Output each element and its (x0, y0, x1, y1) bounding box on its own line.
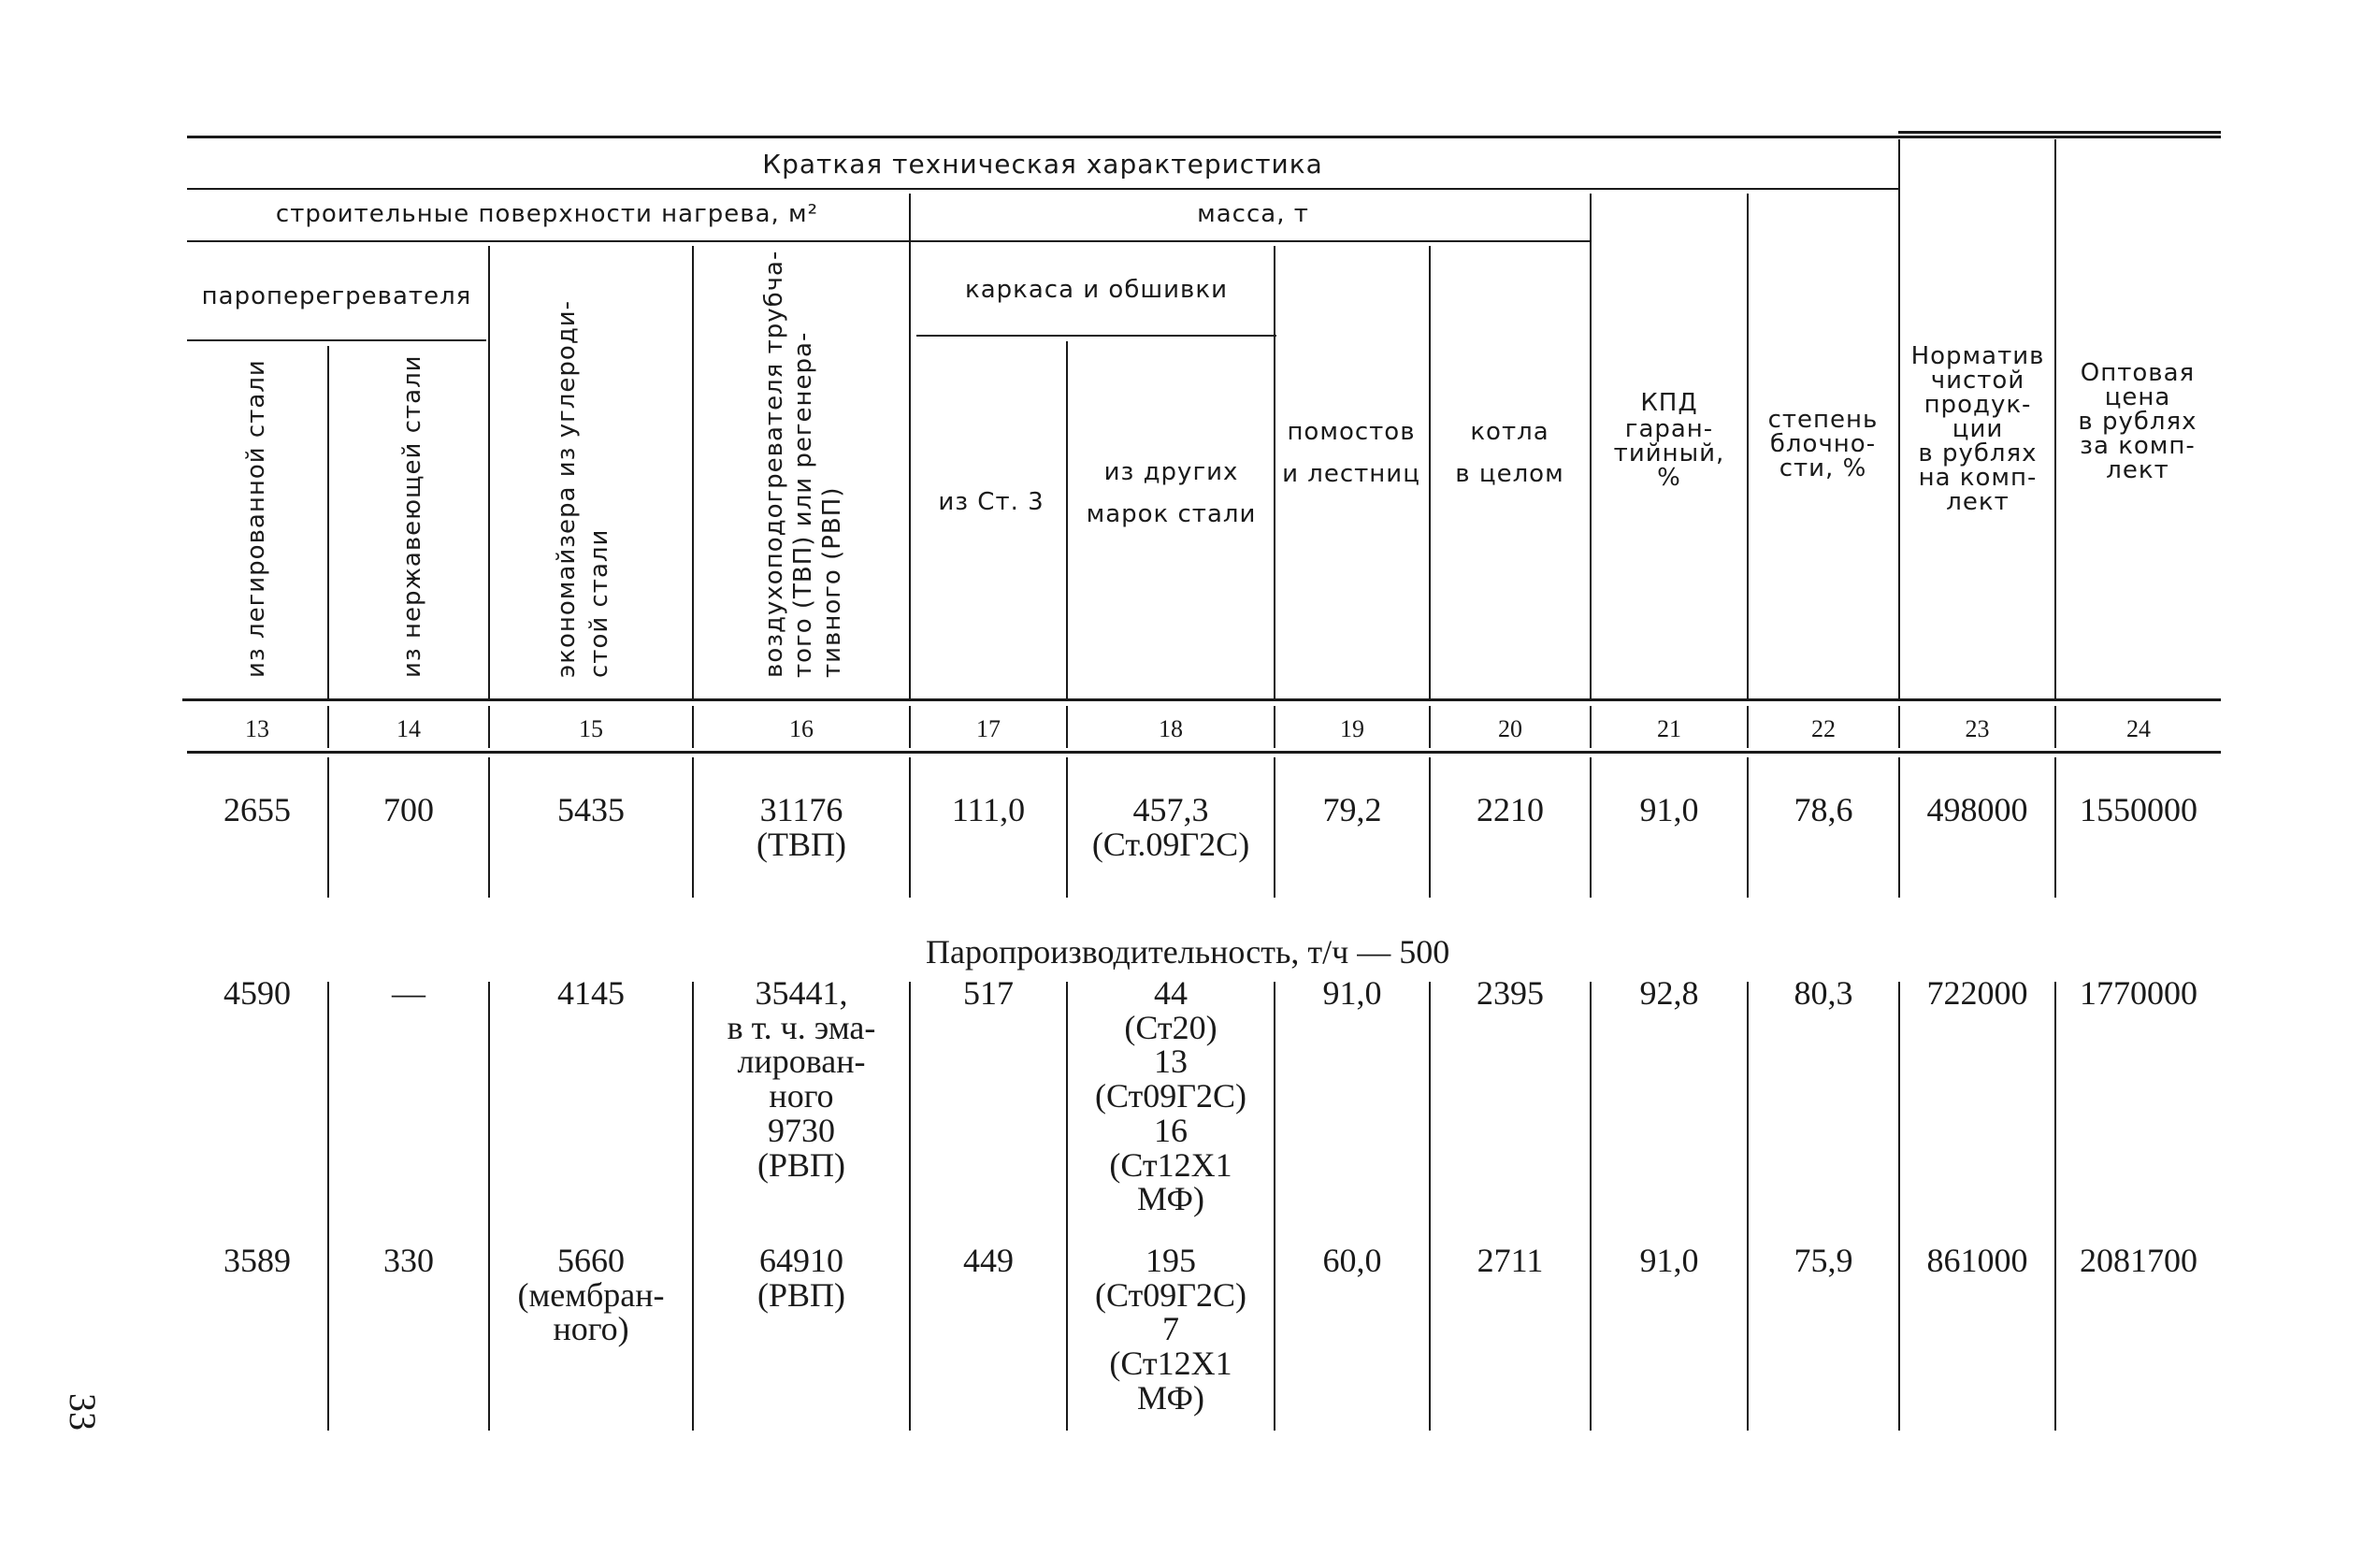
rule-under-numbers (187, 751, 2221, 754)
cell-line: 9730 (768, 1111, 835, 1149)
cell-line: 498000 (1926, 791, 2028, 828)
body-vrule (2054, 982, 2056, 1431)
table-cell-c16 (694, 1244, 909, 1312)
table-cell-c17 (911, 976, 1066, 1011)
header-col15-line2: стой стали (585, 528, 613, 678)
cell-line: 5435 (557, 791, 625, 828)
table-cell-c24 (2056, 976, 2221, 1011)
header-col22-line1: степень (1767, 405, 1879, 434)
cell-line: в т. ч. эма- (727, 1008, 876, 1046)
header-col24-line1: Оптовая (2080, 358, 2196, 387)
table-cell-c21 (1592, 1244, 1747, 1278)
cell-line: 700 (383, 791, 434, 828)
vrule-22 (1747, 194, 1749, 698)
vrule-23 (1898, 139, 1900, 698)
cell-line: 91,0 (1639, 791, 1699, 828)
cell-line: 75,9 (1794, 1242, 1853, 1279)
cell-line: 195 (1145, 1242, 1196, 1279)
header-col20-line1: котла (1470, 417, 1549, 446)
header-superheater: пароперегревателя (201, 281, 472, 310)
cell-line: 1770000 (2080, 974, 2197, 1012)
table-cell-c21 (1592, 793, 1747, 827)
cell-line: 7 (1162, 1310, 1179, 1348)
body-vrule (909, 757, 911, 898)
rule-under-title (187, 188, 1898, 190)
header-col16-line1: воздухоподогревателя трубча- (760, 250, 788, 678)
header-col20-line2: в целом (1455, 459, 1564, 488)
body-vrule (488, 757, 490, 898)
table-cell-c23 (1900, 1244, 2054, 1278)
cell-line: (Ст12Х1 (1109, 1145, 1232, 1184)
body-vrule (488, 982, 490, 1431)
vrule-num (692, 706, 694, 748)
cell-line: 92,8 (1639, 974, 1699, 1012)
page-number: 33 (62, 1393, 104, 1431)
table-cell-c24 (2056, 1244, 2221, 1278)
body-vrule (909, 982, 911, 1431)
vrule-num (1747, 706, 1749, 748)
vrule-16 (692, 246, 694, 698)
cell-line: (Ст.09Г2С) (1091, 825, 1250, 863)
body-vrule (2054, 757, 2056, 898)
body-vrule (327, 982, 329, 1431)
table-cell-c18 (1068, 976, 1274, 1216)
cell-line: (Ст12Х1 (1109, 1345, 1232, 1383)
cell-line: 3589 (223, 1242, 291, 1279)
cell-line: 457,3 (1132, 791, 1209, 828)
table-cell-c15 (490, 793, 692, 827)
cell-line: ного (769, 1077, 834, 1115)
table-cell-c23 (1900, 976, 2054, 1011)
cell-line: 64910 (759, 1242, 843, 1279)
body-vrule (1898, 982, 1900, 1431)
vrule-num (2054, 706, 2056, 748)
table-cell-c16 (694, 976, 909, 1182)
column-number: 16 (789, 715, 814, 742)
header-col15-line1: экономайзера из углероди- (553, 299, 581, 678)
column-number: 20 (1498, 715, 1522, 742)
header-col23-line1: Норматив (1910, 341, 2045, 370)
header-col24-line3: в рублях (2078, 407, 2197, 436)
cell-line: 60,0 (1322, 1242, 1382, 1279)
body-vrule (1274, 757, 1275, 898)
cell-line: 449 (963, 1242, 1014, 1279)
cell-line: 111,0 (951, 791, 1026, 828)
cell-line: 517 (963, 974, 1014, 1012)
table-cell-c23 (1900, 793, 2054, 827)
cell-line: 2210 (1477, 791, 1544, 828)
vrule-num (1429, 706, 1431, 748)
cell-line: (Ст20) (1124, 1008, 1218, 1046)
column-number: 24 (2126, 715, 2151, 742)
cell-line: 16 (1154, 1111, 1188, 1149)
table-cell-c13 (187, 793, 327, 827)
table-cell-c17 (911, 793, 1066, 827)
rule-under-frame (916, 335, 1276, 337)
vrule-18 (1066, 341, 1068, 698)
cell-line: 722000 (1926, 974, 2028, 1012)
cell-line: 13 (1154, 1043, 1188, 1081)
cell-line: 2395 (1477, 974, 1544, 1012)
header-col23-line5: в рублях (1918, 439, 2038, 468)
table-cell-c20 (1431, 976, 1590, 1011)
section-title: Паропроизводительность, т/ч — 500 (926, 933, 1450, 971)
cell-line: 44 (1154, 974, 1188, 1012)
body-vrule (1747, 757, 1749, 898)
body-vrule (1898, 757, 1900, 898)
table-cell-c14 (329, 1244, 488, 1278)
cell-line: 1550000 (2080, 791, 2197, 828)
header-col22-line3: сти, % (1779, 453, 1867, 482)
column-number: 13 (245, 715, 269, 742)
cell-line: МФ) (1137, 1378, 1204, 1417)
header-col16-line3: тивного (РВП) (818, 486, 846, 678)
vrule-num (327, 706, 329, 748)
header-col23-line3: продук- (1924, 390, 2032, 419)
cell-line: 2081700 (2080, 1242, 2197, 1279)
table-cell-c18 (1068, 793, 1274, 861)
column-number: 14 (396, 715, 421, 742)
table-cell-c15 (490, 976, 692, 1011)
table-cell-c13 (187, 976, 327, 1011)
cell-line: 91,0 (1322, 974, 1382, 1012)
header-col21-line2: гаран- (1624, 414, 1714, 443)
vrule-num (909, 706, 911, 748)
vrule-num (1066, 706, 1068, 748)
column-number: 22 (1811, 715, 1836, 742)
cell-line: (ТВП) (756, 825, 846, 863)
body-vrule (1590, 757, 1592, 898)
cell-line: 79,2 (1322, 791, 1382, 828)
body-vrule (1274, 982, 1275, 1431)
body-vrule (1429, 982, 1431, 1431)
cell-line: (РВП) (756, 1275, 845, 1314)
table-cell-c13 (187, 1244, 327, 1278)
rule-under-groups (187, 240, 1590, 242)
table-cell-c18 (1068, 1244, 1274, 1416)
header-col24-line2: цена (2104, 382, 2171, 411)
cell-line: МФ) (1137, 1180, 1204, 1218)
cell-line: 35441, (755, 974, 848, 1012)
header-top-title: Краткая техническая характеристика (762, 148, 1323, 180)
body-vrule (1747, 982, 1749, 1431)
table-cell-c19 (1275, 793, 1429, 827)
cell-line: 80,3 (1794, 974, 1853, 1012)
vrule-mass-start (909, 194, 911, 698)
header-col21-line4: % (1657, 463, 1681, 492)
header-col19-line1: помостов (1287, 417, 1416, 446)
cell-line: 330 (383, 1242, 434, 1279)
header-col24-line5: лект (2106, 455, 2169, 484)
vrule-num (488, 706, 490, 748)
table-cell-c22 (1749, 1244, 1898, 1278)
cell-line: лирован- (737, 1043, 866, 1081)
cell-line: 4590 (223, 974, 291, 1012)
table-cell-c17 (911, 1244, 1066, 1278)
cell-line: (Ст09Г2С) (1094, 1275, 1247, 1314)
header-col24-line4: за комп- (2080, 431, 2196, 460)
vrule-20 (1429, 246, 1431, 698)
header-col17: из Ст. 3 (938, 487, 1045, 516)
table-cell-c16 (694, 793, 909, 861)
header-col14: из нержавеющей стали (398, 354, 426, 678)
vrule-21 (1590, 194, 1592, 698)
cell-line: (РВП) (756, 1145, 845, 1184)
header-col18-line1: из других (1103, 457, 1239, 486)
cell-line: ного) (553, 1310, 629, 1348)
cell-line: 861000 (1926, 1242, 2028, 1279)
table-cell-c20 (1431, 1244, 1590, 1278)
table-cell-c19 (1275, 1244, 1429, 1278)
header-col21-line3: тийный, (1613, 439, 1725, 468)
cell-line: 2655 (223, 791, 291, 828)
vrule-15 (488, 246, 490, 698)
cell-line: 31176 (759, 791, 843, 828)
table-cell-c21 (1592, 976, 1747, 1011)
header-col21-line1: КПД (1640, 388, 1698, 417)
body-vrule (1429, 757, 1431, 898)
table-cell-c22 (1749, 793, 1898, 827)
table-cell-c19 (1275, 976, 1429, 1011)
column-number: 19 (1340, 715, 1364, 742)
header-col23-line7: лект (1946, 487, 2010, 516)
table-cell-c20 (1431, 793, 1590, 827)
cell-line: — (392, 974, 425, 1012)
vrule-num (1590, 706, 1592, 748)
header-col22-line2: блочно- (1769, 429, 1877, 458)
header-col23-line2: чистой (1930, 366, 2025, 395)
cell-line: (мембран- (517, 1275, 665, 1314)
header-frame: каркаса и обшивки (965, 275, 1228, 304)
rule-above-numbers (182, 698, 2221, 701)
header-col16-line2: того (ТВП) или регенера- (789, 331, 817, 678)
table-cell-c24 (2056, 793, 2221, 827)
table-cell-c15 (490, 1244, 692, 1346)
header-col23-line4: ции (1952, 414, 2004, 443)
vrule-num (1898, 706, 1900, 748)
body-vrule (327, 757, 329, 898)
cell-line: (Ст09Г2С) (1094, 1077, 1247, 1115)
header-col19-line2: и лестниц (1282, 459, 1420, 488)
header-col13: из легированной стали (242, 359, 270, 678)
top-rule-right (1898, 131, 2221, 134)
table-cell-c22 (1749, 976, 1898, 1011)
table-header (187, 136, 2221, 753)
vrule-num (1274, 706, 1275, 748)
column-number: 23 (1965, 715, 1990, 742)
column-number: 21 (1657, 715, 1681, 742)
header-group-mass: масса, т (1197, 199, 1309, 228)
body-vrule (1590, 982, 1592, 1431)
rule-under-superheater (187, 339, 486, 341)
cell-line: 5660 (557, 1242, 625, 1279)
vrule-14 (327, 346, 329, 698)
cell-line: 2711 (1477, 1242, 1544, 1279)
column-number: 15 (579, 715, 603, 742)
header-col23-line6: на комп- (1918, 463, 2038, 492)
header-col18-line2: марок стали (1086, 499, 1257, 528)
vrule-19 (1274, 246, 1275, 698)
table-cell-c14 (329, 793, 488, 827)
top-rule (187, 136, 2221, 138)
column-number: 18 (1159, 715, 1183, 742)
vrule-24 (2054, 139, 2056, 698)
cell-line: 4145 (557, 974, 625, 1012)
cell-line: 91,0 (1639, 1242, 1699, 1279)
column-number: 17 (976, 715, 1001, 742)
header-group-surfaces: строительные поверхности нагрева, м² (275, 199, 819, 228)
cell-line: 78,6 (1794, 791, 1853, 828)
table-cell-c14 (329, 976, 488, 1011)
